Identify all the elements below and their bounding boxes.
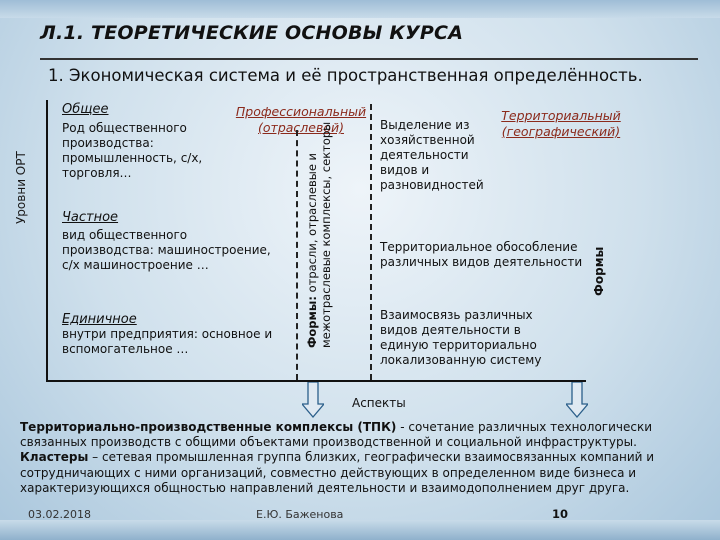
territorial-title: Территориальный (географический): [501, 108, 621, 139]
cluster-term: Кластеры: [20, 450, 89, 465]
slide-title: Л.1. ТЕОРЕТИЧЕСКИЕ ОСНОВЫ КУРСА: [40, 22, 464, 44]
footer-author: Е.Ю. Баженова: [256, 508, 344, 521]
level-general-title: Общее: [62, 102, 109, 117]
title-underline: [40, 58, 698, 60]
level-general-text: Род общественного производства: промышленность, с/х, торговля…: [62, 121, 203, 180]
aspects-dashed-line: [370, 104, 372, 380]
down-arrow-right-icon: [566, 382, 588, 418]
vertical-axis: [46, 100, 48, 382]
aspect-item-1: Выделение из хозяйственной деятельности видов и разновидностей: [380, 118, 484, 192]
bottom-band: [0, 520, 720, 540]
level-particular-text: вид общественного производства: машиностроение, с/х машиностроение …: [62, 228, 271, 272]
territorial-forms-label: Формы: [592, 246, 606, 296]
aspect-item-3: Взаимосвязь различных видов деятельности в единую территориально локализованную систему: [380, 308, 542, 367]
level-particular-title: Частное: [62, 210, 119, 225]
professional-dashed-line: [296, 130, 298, 380]
professional-forms-label: Формы:: [305, 296, 319, 348]
professional-forms: [305, 118, 333, 348]
aspect-item-2: Территориальное обособление различных видов деятельности: [380, 240, 583, 269]
page-number: 10: [552, 507, 569, 521]
levels-axis-label: Уровни ОРТ: [14, 151, 28, 224]
professional-title: Профессиональный (отраслевой): [235, 104, 367, 135]
definitions-text: [20, 420, 700, 496]
cluster-definition: – сетевая промышленная группа близких, географически взаимосвязанных компаний и сотрудничающих с ними организаций, совместно действующих в определенном виде бизнеса и характеризующихся общностью направлений деятельности и взаимодополнением друг друга.: [20, 450, 655, 495]
tpk-definition: - сочетание различных технологически связанных производств с общими объектами производственной и социальной инфраструктуры.: [20, 420, 653, 450]
level-single-text: внутри предприятия: основное и вспомогательное …: [62, 327, 273, 356]
top-band: [0, 0, 720, 18]
footer-date: 03.02.2018: [28, 508, 91, 521]
down-arrow-left-icon: [302, 382, 324, 418]
professional-forms-text: отрасли, отраслевые и межотраслевые комплексы, секторы: [305, 121, 333, 348]
tpk-term: Территориально-производственные комплексы (ТПК): [20, 420, 397, 434]
level-single-title: Единичное: [62, 312, 137, 327]
aspects-label: Аспекты: [352, 396, 406, 410]
slide-subtitle: 1. Экономическая система и её пространственная определённость.: [48, 66, 643, 85]
